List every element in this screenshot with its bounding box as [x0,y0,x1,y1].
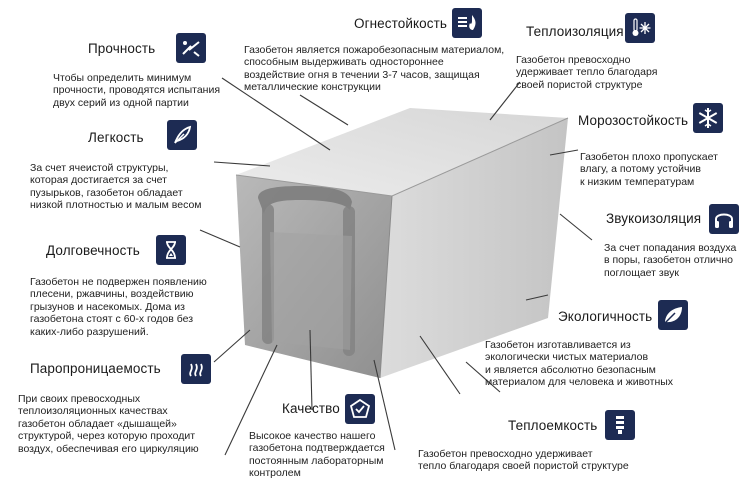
frost-title: Морозостойкость [578,113,689,128]
vapor-title: Паропроницаемость [30,361,161,376]
feather-icon [167,120,197,150]
thermal-insulation-title: Теплоизоляция [526,24,624,39]
lightness-description: За счет ячеистой структуры, которая достигается за счет пузырьков, газобетон обладает низкой плотностью и малым весом [30,162,202,212]
headphones-icon [709,204,739,234]
crack-icon [176,33,206,63]
fire-description: Газобетон является пожаробезопасным материалом, способным выдерживать одностороннее воздействие огня в течении 3-7 часов, защищая металлические конструкции [244,44,505,94]
sound-title: Звукоизоляция [606,211,702,226]
vapor-description: При своих превосходных теплоизоляционных качествах газобетон обладает «дышащей» структурой, через которую проходит воздух, обеспечивая его циркуляцию [18,393,199,455]
leader-sound [560,214,592,240]
eco-title: Экологичность [558,309,653,324]
fire-icon [452,8,482,38]
eco-description: Газобетон изготавливается из экологически чистых материалов и является абсолютно безопасным материалом для человека и животных [485,339,674,389]
leaf-icon [658,300,688,330]
heat-capacity-description: Газобетон превосходно удерживает тепло благодаря своей пористой структуре [418,448,629,473]
hourglass-icon [156,235,186,265]
durability-description: Газобетон не подвержен появлению плесени, ржавчины, воздействию грызунов и насекомых. Дома из газобетона стоят с 60-х годов без каких-либо разрушений. [30,276,207,338]
durability-title: Долговечность [46,243,140,258]
frost-description: Газобетон плохо пропускает влагу, а потому устойчив к низким температурам [580,151,718,188]
lightness-title: Легкость [88,130,144,145]
strength-title: Прочность [88,41,156,56]
sound-description: За счет попадания воздуха в поры, газобетон отлично поглощает звук [604,242,737,279]
fire-title: Огнестойкость [354,16,448,31]
leader-lightness [214,162,270,166]
leader-fire [300,95,348,125]
lamp-icon [605,410,635,440]
snowflake-icon [693,103,723,133]
strength-description: Чтобы определить минимум прочности, проводятся испытания двух серий из одной партии [53,72,221,109]
thermo-snow-icon [625,13,655,43]
thermal-insulation-description: Газобетон превосходно удерживает тепло благодаря своей пористой структуре [516,54,658,91]
heat-capacity-title: Теплоемкость [508,418,598,433]
quality-icon [345,394,375,424]
quality-title: Качество [282,401,340,416]
steam-icon [181,354,211,384]
quality-description: Высокое качество нашего газобетона подтверждается постоянным лабораторным контролем [249,430,385,480]
leader-durability [200,230,240,247]
